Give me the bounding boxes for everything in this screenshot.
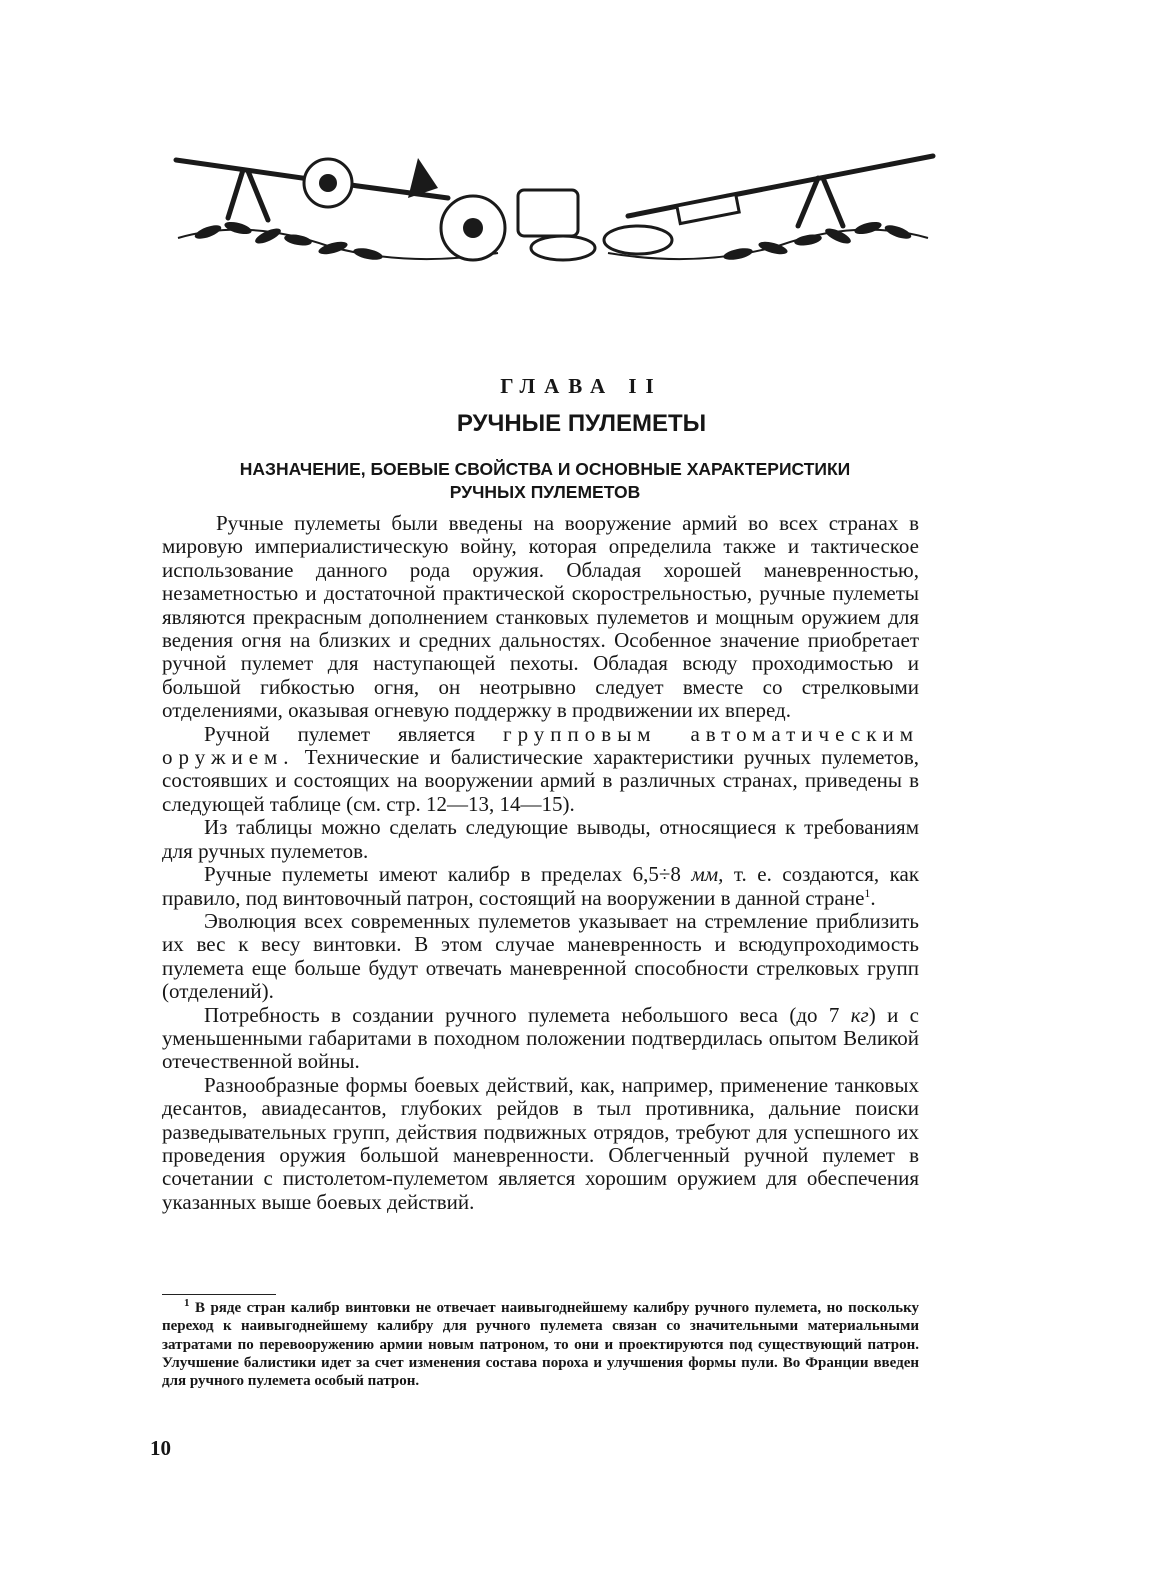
paragraph-6-part-b: ) и с уменьшенными габаритами в походном положении подтвердилась опытом Великой отечественной войны.: [162, 1002, 919, 1074]
paragraph-6: [162, 1004, 919, 1074]
footnote-divider: [162, 1294, 276, 1295]
paragraph-4: [162, 863, 919, 910]
footnote: [162, 1299, 919, 1390]
paragraph-3: Из таблицы можно сделать следующие выводы, относящиеся к требованиям для ручных пулеметов.: [162, 815, 919, 863]
paragraph-2: [162, 723, 919, 817]
paragraph-6-unit: кг: [850, 1002, 869, 1027]
chapter-header-illustration: [168, 128, 936, 278]
machine-guns-with-laurel-illustration: [168, 128, 936, 278]
paragraph-2-emphasis: групповым автоматическим оружием.: [162, 721, 919, 770]
footnote-marker: 1: [184, 1297, 190, 1309]
page-number: 10: [150, 1436, 171, 1460]
paragraph-2-rest: Технические и балистические характеристики ручных пулеметов, состоявших и состоящих на вооружении армий в различных странах, приведены в следующей таблице (см. стр. 12—13, 14—15).: [162, 745, 919, 816]
paragraph-4-end: .: [870, 885, 876, 910]
chapter-label: ГЛАВА II: [500, 374, 663, 398]
section-title: [160, 458, 930, 504]
paragraph-4-part-a: Ручные пулеметы имеют калибр в пределах 6,5÷8: [204, 862, 681, 887]
paragraph-2-lead: Ручной пулемет является: [204, 721, 476, 746]
chapter-title: РУЧНЫЕ ПУЛЕМЕТЫ: [456, 410, 707, 437]
main-text: [162, 512, 919, 1214]
paragraph-7: Разнообразные формы боевых действий, как, например, применение танковых десантов, авиадесантов, глубоких рейдов в тыл противника, дальние поиски разведывательных групп, действия подвижных отрядов, требуют для успешного их проведения оружия большой маневренности. Облегченный ручной пулемет в сочетании с пистолетом-пулеметом является хорошим оружием для обеспечения указанных выше боевых действий.: [162, 1072, 919, 1214]
paragraph-4-unit: мм,: [691, 862, 724, 887]
footnote-text: В ряде стран калибр винтовки не отвечает наивыгоднейшему калибру ручного пулемета, но поскольку переход к наивыгоднейшему калибру для ручного пулемета связан со значительными материальными затратами по перевооружению армии новым патроном, то они и проектируются под существующий патрон. Улучшение балистики идет за счет изменения состава пороха и улучшения формы пули. Во Франции введен для ручного пулемета особый патрон.: [162, 1300, 920, 1390]
paragraph-5: Эволюция всех современных пулеметов указывает на стремление приблизить их вес к весу винтовки. В этом случае маневренность и всюдупроходимость пулемета еще больше будут отвечать маневренной способности стрелковых групп (отделений).: [162, 908, 919, 1004]
section-title-line-2: РУЧНЫХ ПУЛЕМЕТОВ: [449, 482, 641, 502]
footnote-reference: 1: [864, 885, 871, 900]
paragraph-4-part-b: т. е. создаются, как правило, под винтовочный патрон, состоящий на вооружении в данной стране: [162, 862, 920, 910]
section-title-line-1: НАЗНАЧЕНИЕ, БОЕВЫЕ СВОЙСТВА И ОСНОВНЫЕ ХАРАКТЕРИСТИКИ: [239, 459, 851, 479]
paragraph-6-part-a: Потребность в создании ручного пулемета небольшого веса (до 7: [204, 1002, 840, 1027]
paragraph-1: Ручные пулеметы были введены на вооружение армий во всех странах в мировую империалистическую войну, которая определила также и тактическое использование данного рода оружия. Обладая хорошей маневренностью, незаметностью и достаточной практической скорострельностью, ручные пулеметы являются прекрасным дополнением станковых пулеметов и мощным оружием для ведения огня на близких и средних дальностях. Особенное значение приобретает ручной пулемет для наступающей пехоты. Обладая всюду проходимостью и большой гибкостью огня, он неотрывно следует вместе со стрелковыми отделениями, оказывая огневую поддержку в продвижении их вперед.: [162, 511, 919, 723]
